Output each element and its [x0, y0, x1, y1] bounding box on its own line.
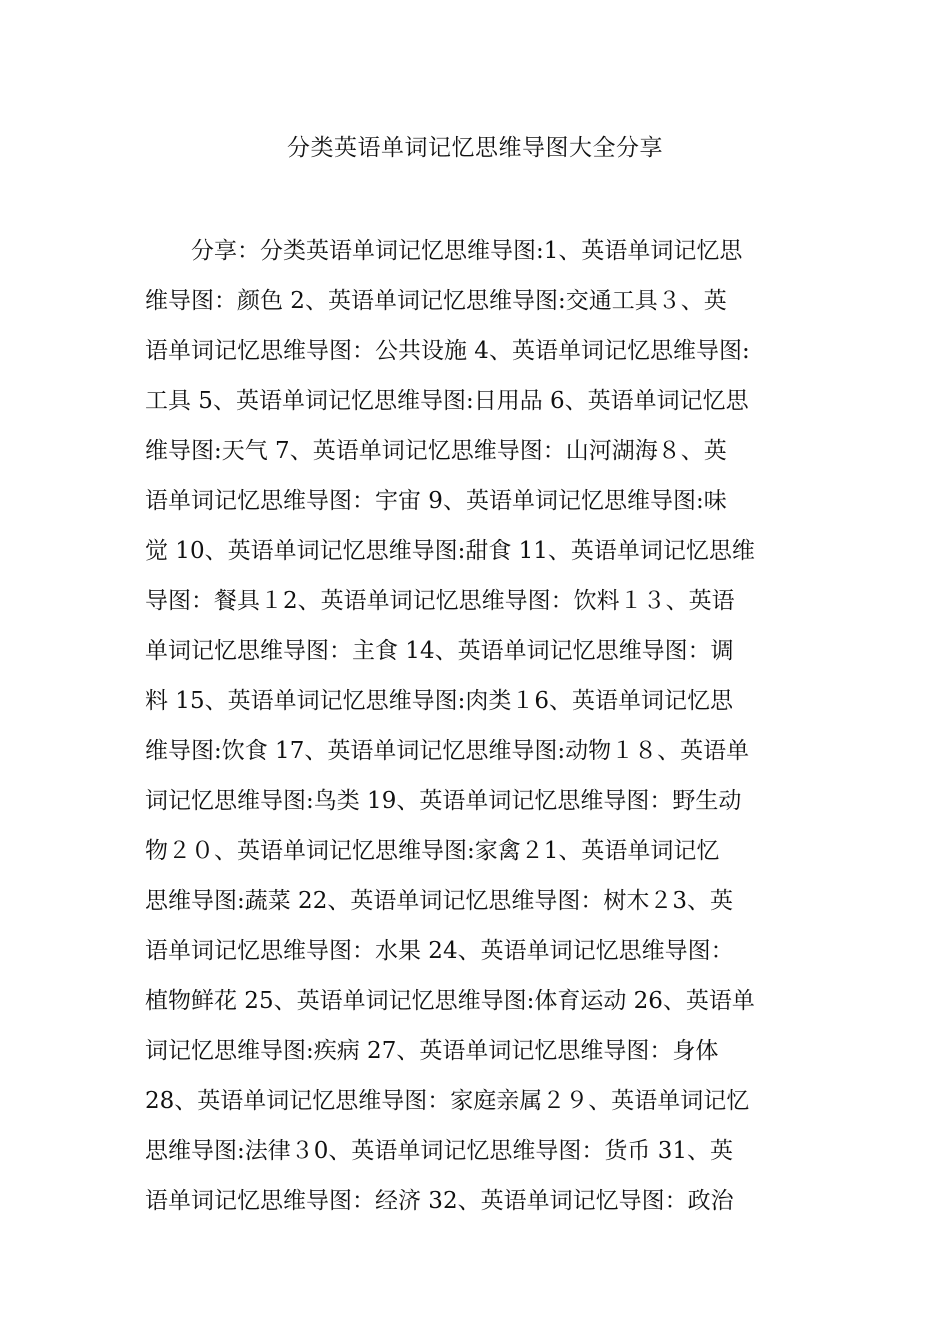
body-line: 28、英语单词记忆思维导图：家庭亲属２９、英语单词记忆: [145, 1088, 750, 1114]
body-line: 思维导图:蔬菜 22、英语单词记忆思维导图：树木２3、英: [145, 888, 733, 914]
body-line: 料 15、英语单词记忆思维导图:肉类１6、英语单词记忆思: [145, 688, 733, 714]
body-line: 分享：分类英语单词记忆思维导图:1、英语单词记忆思: [191, 238, 743, 264]
document-title: 分类英语单词记忆思维导图大全分享: [287, 135, 663, 161]
body-line: 工具 5、英语单词记忆思维导图:日用品 6、英语单词记忆思: [145, 388, 749, 414]
body-line: 语单词记忆思维导图：水果 24、英语单词记忆思维导图：: [145, 938, 734, 964]
body-line: 词记忆思维导图:疾病 27、英语单词记忆思维导图：身体: [145, 1038, 719, 1064]
body-line: 觉 10、英语单词记忆思维导图:甜食 11、英语单词记忆思维: [145, 538, 755, 564]
body-line: 词记忆思维导图:鸟类 19、英语单词记忆思维导图：野生动: [145, 788, 742, 814]
body-line: 语单词记忆思维导图：经济 32、英语单词记忆导图：政治: [145, 1188, 734, 1214]
document-body: [145, 226, 835, 1226]
body-line: 语单词记忆思维导图：宇宙 9、英语单词记忆思维导图:味: [145, 488, 727, 514]
body-line: 思维导图:法律３0、英语单词记忆思维导图：货币 31、英: [145, 1138, 733, 1164]
body-line: 物２０、英语单词记忆思维导图:家禽２1、英语单词记忆: [145, 838, 720, 864]
body-line: 植物鲜花 25、英语单词记忆思维导图:体育运动 26、英语单: [145, 988, 755, 1014]
body-line: 维导图:天气 7、英语单词记忆思维导图：山河湖海８、英: [145, 438, 727, 464]
body-line: 维导图：颜色 2、英语单词记忆思维导图:交通工具３、英: [145, 288, 727, 314]
body-line: 语单词记忆思维导图：公共设施 4、英语单词记忆思维导图:: [145, 338, 750, 364]
body-line: 维导图:饮食 17、英语单词记忆思维导图:动物１８、英语单: [145, 738, 750, 764]
body-line: 导图：餐具１2、英语单词记忆思维导图：饮料１３、英语: [145, 588, 735, 614]
body-line: 单词记忆思维导图：主食 14、英语单词记忆思维导图：调: [145, 638, 734, 664]
